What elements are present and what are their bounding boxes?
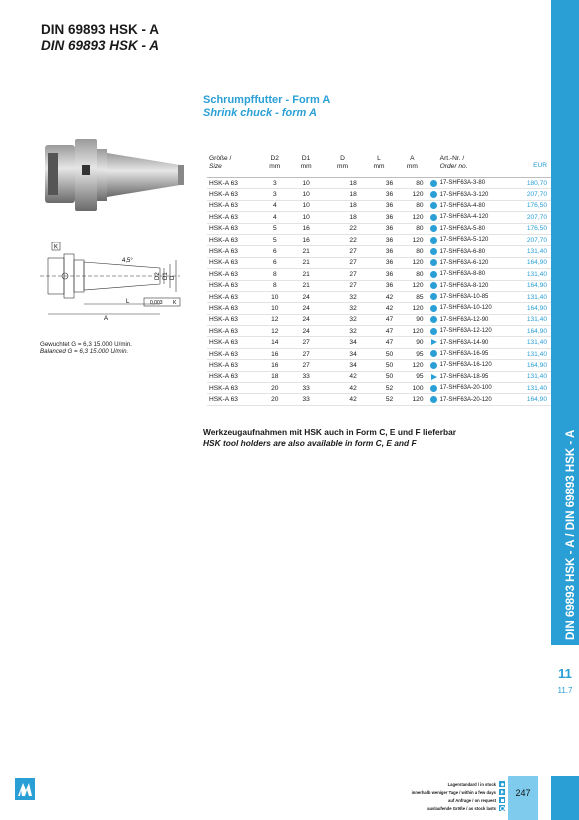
cell-avail bbox=[428, 178, 440, 189]
cell-d1: 10 bbox=[288, 200, 324, 211]
table-row bbox=[207, 303, 551, 314]
cell-avail bbox=[428, 223, 440, 234]
cell-eur: 164,90 bbox=[506, 326, 551, 337]
cell-d2: 16 bbox=[262, 348, 288, 359]
availability-note: Werkzeugaufnahmen mit HSK auch in Form C, E und F lieferbar bbox=[203, 427, 456, 437]
company-logo bbox=[15, 778, 35, 800]
cell-l: 50 bbox=[361, 371, 397, 382]
d2-label: D2 bbox=[155, 272, 161, 280]
cell-l: 47 bbox=[361, 326, 397, 337]
cell-eur: 131,40 bbox=[506, 246, 551, 257]
cell-art: 17-SHF63A-20-100 bbox=[440, 383, 507, 394]
cell-art: 17-SHF63A-6-120 bbox=[440, 257, 507, 268]
d1-label: D1 bbox=[163, 272, 169, 280]
availability-note-en: HSK tool holders are also available in form C, E and F bbox=[203, 438, 417, 448]
table-row bbox=[207, 337, 551, 348]
cell-d1: 33 bbox=[288, 383, 324, 394]
cell-a: 80 bbox=[397, 269, 427, 280]
cell-d1: 24 bbox=[288, 326, 324, 337]
col-art: Art.-Nr. / Order no. bbox=[440, 155, 507, 178]
cell-a: 90 bbox=[397, 337, 427, 348]
cell-avail bbox=[428, 303, 440, 314]
section-title-en: Shrink chuck - form A bbox=[203, 107, 317, 119]
in-stock-icon bbox=[430, 225, 437, 232]
cell-a: 120 bbox=[397, 394, 427, 405]
in-stock-icon bbox=[430, 214, 437, 221]
d-label: D bbox=[170, 275, 176, 280]
balance-note: Gewuchtet G = 6,3 15.000 U/min. bbox=[40, 341, 133, 348]
cell-l: 36 bbox=[361, 212, 397, 223]
cell-a: 80 bbox=[397, 200, 427, 211]
cell-size: HSK-A 63 bbox=[207, 212, 262, 223]
cell-eur: 176,50 bbox=[506, 223, 551, 234]
col-a: A mm bbox=[397, 155, 427, 178]
cell-d2: 10 bbox=[262, 291, 288, 302]
in-stock-icon bbox=[430, 180, 437, 187]
a-label: A bbox=[104, 316, 109, 322]
cell-d1: 27 bbox=[288, 348, 324, 359]
cell-avail bbox=[428, 383, 440, 394]
cell-d1: 27 bbox=[288, 337, 324, 348]
in-stock-icon bbox=[430, 248, 437, 255]
cell-art: 17-SHF63A-5-80 bbox=[440, 223, 507, 234]
cell-l: 42 bbox=[361, 303, 397, 314]
col-size: Größe / Size bbox=[207, 155, 262, 178]
cell-a: 95 bbox=[397, 371, 427, 382]
cell-eur: 131,40 bbox=[506, 348, 551, 359]
in-stock-icon bbox=[430, 316, 437, 323]
cell-a: 120 bbox=[397, 280, 427, 291]
cell-a: 80 bbox=[397, 178, 427, 189]
in-stock-icon bbox=[430, 362, 437, 369]
cell-size: HSK-A 63 bbox=[207, 246, 262, 257]
cell-d1: 24 bbox=[288, 291, 324, 302]
cell-d2: 5 bbox=[262, 223, 288, 234]
tolerance-ref: K bbox=[173, 300, 177, 306]
cell-a: 120 bbox=[397, 189, 427, 200]
cell-eur: 176,50 bbox=[506, 200, 551, 211]
cell-l: 52 bbox=[361, 383, 397, 394]
cell-avail bbox=[428, 200, 440, 211]
cell-eur: 180,70 bbox=[506, 178, 551, 189]
page-title-en: DIN 69893 HSK - A bbox=[41, 38, 160, 53]
cell-d: 32 bbox=[324, 326, 360, 337]
cell-d2: 6 bbox=[262, 257, 288, 268]
table-row bbox=[207, 371, 551, 382]
cell-art: 17-SHF63A-4-120 bbox=[440, 212, 507, 223]
col-eur: EUR bbox=[506, 155, 551, 178]
cell-avail bbox=[428, 360, 440, 371]
cell-a: 80 bbox=[397, 246, 427, 257]
cell-a: 80 bbox=[397, 223, 427, 234]
cell-eur: 207,70 bbox=[506, 189, 551, 200]
cell-d1: 10 bbox=[288, 178, 324, 189]
cell-size: HSK-A 63 bbox=[207, 303, 262, 314]
legend-item: auslaufende Größe / as stock lasts bbox=[340, 804, 505, 812]
corner-block bbox=[551, 776, 579, 820]
cell-l: 50 bbox=[361, 348, 397, 359]
cell-d: 22 bbox=[324, 234, 360, 245]
as-stock-lasts-icon bbox=[499, 805, 505, 811]
cell-l: 36 bbox=[361, 269, 397, 280]
in-stock-icon bbox=[430, 282, 437, 289]
cell-d2: 12 bbox=[262, 314, 288, 325]
table-row bbox=[207, 212, 551, 223]
cell-avail bbox=[428, 234, 440, 245]
few-days-icon bbox=[499, 789, 505, 795]
cell-size: HSK-A 63 bbox=[207, 189, 262, 200]
cell-d1: 16 bbox=[288, 223, 324, 234]
cell-avail bbox=[428, 371, 440, 382]
legend-item: auf Anfrage / on request bbox=[340, 796, 505, 804]
cell-size: HSK-A 63 bbox=[207, 326, 262, 337]
cell-avail bbox=[428, 394, 440, 405]
chapter-sidebar bbox=[551, 0, 579, 645]
cell-a: 120 bbox=[397, 234, 427, 245]
in-stock-icon bbox=[499, 781, 505, 787]
cell-avail bbox=[428, 280, 440, 291]
cell-d1: 16 bbox=[288, 234, 324, 245]
product-table bbox=[207, 155, 551, 406]
cell-l: 36 bbox=[361, 280, 397, 291]
cell-d2: 20 bbox=[262, 394, 288, 405]
cell-l: 42 bbox=[361, 291, 397, 302]
in-stock-icon bbox=[430, 385, 437, 392]
cell-a: 120 bbox=[397, 257, 427, 268]
cell-d: 18 bbox=[324, 212, 360, 223]
cell-art: 17-SHF63A-12-120 bbox=[440, 326, 507, 337]
cell-size: HSK-A 63 bbox=[207, 223, 262, 234]
few-days-icon bbox=[431, 339, 437, 345]
cell-d: 32 bbox=[324, 291, 360, 302]
cell-size: HSK-A 63 bbox=[207, 280, 262, 291]
cell-d: 42 bbox=[324, 383, 360, 394]
in-stock-icon bbox=[430, 191, 437, 198]
cell-d2: 6 bbox=[262, 246, 288, 257]
legend-item: Lagerstandard / in stock bbox=[340, 780, 505, 788]
cell-d1: 24 bbox=[288, 303, 324, 314]
in-stock-icon bbox=[430, 328, 437, 335]
cell-eur: 164,90 bbox=[506, 280, 551, 291]
cell-l: 36 bbox=[361, 178, 397, 189]
table-row bbox=[207, 326, 551, 337]
cell-d: 27 bbox=[324, 257, 360, 268]
balance-note-en: Balanced G = 6,3 15.000 U/min. bbox=[40, 348, 129, 355]
in-stock-icon bbox=[430, 237, 437, 244]
cell-art: 17-SHF63A-4-80 bbox=[440, 200, 507, 211]
cell-l: 36 bbox=[361, 189, 397, 200]
cell-eur: 131,40 bbox=[506, 383, 551, 394]
cell-d: 32 bbox=[324, 314, 360, 325]
cell-d: 18 bbox=[324, 189, 360, 200]
cell-art: 17-SHF63A-3-80 bbox=[440, 178, 507, 189]
cell-d2: 20 bbox=[262, 383, 288, 394]
cell-a: 95 bbox=[397, 348, 427, 359]
table-row bbox=[207, 291, 551, 302]
cell-size: HSK-A 63 bbox=[207, 337, 262, 348]
cell-eur: 164,90 bbox=[506, 360, 551, 371]
page-title: DIN 69893 HSK - A bbox=[41, 22, 160, 37]
cell-a: 120 bbox=[397, 303, 427, 314]
cell-d1: 10 bbox=[288, 189, 324, 200]
cell-a: 100 bbox=[397, 383, 427, 394]
cell-size: HSK-A 63 bbox=[207, 234, 262, 245]
product-image bbox=[40, 135, 190, 215]
l-label: L bbox=[126, 299, 130, 305]
cell-d2: 8 bbox=[262, 269, 288, 280]
cell-d: 18 bbox=[324, 178, 360, 189]
cell-d: 32 bbox=[324, 303, 360, 314]
drawing-label-k: K bbox=[54, 244, 59, 251]
cell-d1: 21 bbox=[288, 257, 324, 268]
cell-art: 17-SHF63A-3-120 bbox=[440, 189, 507, 200]
cell-size: HSK-A 63 bbox=[207, 371, 262, 382]
cell-d2: 12 bbox=[262, 326, 288, 337]
cell-art: 17-SHF63A-8-120 bbox=[440, 280, 507, 291]
cell-eur: 131,40 bbox=[506, 269, 551, 280]
availability-legend bbox=[340, 780, 505, 812]
technical-drawing bbox=[40, 242, 190, 322]
cell-d2: 4 bbox=[262, 212, 288, 223]
cell-avail bbox=[428, 269, 440, 280]
cell-art: 17-SHF63A-10-120 bbox=[440, 303, 507, 314]
angle-label: 4,5° bbox=[122, 258, 133, 264]
cell-a: 85 bbox=[397, 291, 427, 302]
in-stock-icon bbox=[430, 293, 437, 300]
cell-eur: 131,40 bbox=[506, 314, 551, 325]
page-number: 247 bbox=[515, 788, 531, 798]
cell-a: 120 bbox=[397, 326, 427, 337]
table-row bbox=[207, 200, 551, 211]
cell-l: 36 bbox=[361, 234, 397, 245]
in-stock-icon bbox=[430, 350, 437, 357]
cell-d1: 21 bbox=[288, 269, 324, 280]
in-stock-icon bbox=[430, 259, 437, 266]
cell-size: HSK-A 63 bbox=[207, 348, 262, 359]
section-title: Schrumpffutter - Form A bbox=[203, 94, 331, 106]
cell-d: 27 bbox=[324, 269, 360, 280]
cell-size: HSK-A 63 bbox=[207, 178, 262, 189]
cell-size: HSK-A 63 bbox=[207, 360, 262, 371]
cell-d2: 3 bbox=[262, 189, 288, 200]
cell-d2: 10 bbox=[262, 303, 288, 314]
cell-l: 36 bbox=[361, 200, 397, 211]
in-stock-icon bbox=[430, 271, 437, 278]
cell-a: 120 bbox=[397, 212, 427, 223]
table-row bbox=[207, 348, 551, 359]
cell-size: HSK-A 63 bbox=[207, 257, 262, 268]
page-number-box bbox=[508, 776, 538, 820]
on-request-icon bbox=[499, 797, 505, 803]
cell-d: 27 bbox=[324, 280, 360, 291]
cell-d: 42 bbox=[324, 371, 360, 382]
cell-d1: 24 bbox=[288, 314, 324, 325]
cell-eur: 207,70 bbox=[506, 234, 551, 245]
cell-l: 52 bbox=[361, 394, 397, 405]
cell-art: 17-SHF63A-16-95 bbox=[440, 348, 507, 359]
cell-d1: 33 bbox=[288, 371, 324, 382]
cell-d1: 21 bbox=[288, 246, 324, 257]
table-row bbox=[207, 280, 551, 291]
cell-eur: 131,40 bbox=[506, 371, 551, 382]
cell-avail bbox=[428, 257, 440, 268]
cell-l: 47 bbox=[361, 314, 397, 325]
chapter-number: 11 bbox=[558, 666, 572, 681]
table-row bbox=[207, 269, 551, 280]
table-row bbox=[207, 223, 551, 234]
cell-d2: 18 bbox=[262, 371, 288, 382]
cell-a: 120 bbox=[397, 360, 427, 371]
few-days-icon bbox=[431, 374, 437, 380]
cell-avail bbox=[428, 314, 440, 325]
legend-item: innerhalb weniger Tage / within a few days bbox=[340, 788, 505, 796]
cell-art: 17-SHF63A-16-120 bbox=[440, 360, 507, 371]
cell-avail bbox=[428, 326, 440, 337]
cell-avail bbox=[428, 212, 440, 223]
cell-art: 17-SHF63A-10-85 bbox=[440, 291, 507, 302]
cell-d2: 16 bbox=[262, 360, 288, 371]
col-d1: D1 mm bbox=[288, 155, 324, 178]
cell-d: 34 bbox=[324, 337, 360, 348]
cell-eur: 131,40 bbox=[506, 291, 551, 302]
cell-eur: 131,40 bbox=[506, 337, 551, 348]
in-stock-icon bbox=[430, 396, 437, 403]
table-row bbox=[207, 178, 551, 189]
sidebar-title: DIN 69893 HSK - A / DIN 69893 HSK - A bbox=[565, 429, 577, 640]
cell-art: 17-SHF63A-5-120 bbox=[440, 234, 507, 245]
cell-l: 47 bbox=[361, 337, 397, 348]
cell-d: 27 bbox=[324, 246, 360, 257]
col-d: D mm bbox=[324, 155, 360, 178]
cell-d2: 4 bbox=[262, 200, 288, 211]
cell-art: 17-SHF63A-6-80 bbox=[440, 246, 507, 257]
cell-size: HSK-A 63 bbox=[207, 200, 262, 211]
cell-eur: 207,70 bbox=[506, 212, 551, 223]
cell-art: 17-SHF63A-8-80 bbox=[440, 269, 507, 280]
cell-size: HSK-A 63 bbox=[207, 291, 262, 302]
cell-size: HSK-A 63 bbox=[207, 314, 262, 325]
col-d2: D2 mm bbox=[262, 155, 288, 178]
cell-l: 36 bbox=[361, 257, 397, 268]
table-row bbox=[207, 246, 551, 257]
cell-d: 42 bbox=[324, 394, 360, 405]
cell-art: 17-SHF63A-18-95 bbox=[440, 371, 507, 382]
cell-size: HSK-A 63 bbox=[207, 383, 262, 394]
cell-avail bbox=[428, 348, 440, 359]
cell-avail bbox=[428, 291, 440, 302]
cell-d2: 14 bbox=[262, 337, 288, 348]
col-avail bbox=[428, 155, 440, 178]
cell-d2: 8 bbox=[262, 280, 288, 291]
cell-eur: 164,90 bbox=[506, 303, 551, 314]
col-l: L mm bbox=[361, 155, 397, 178]
cell-avail bbox=[428, 337, 440, 348]
cell-l: 36 bbox=[361, 223, 397, 234]
cell-d1: 27 bbox=[288, 360, 324, 371]
in-stock-icon bbox=[430, 305, 437, 312]
cell-d: 18 bbox=[324, 200, 360, 211]
cell-size: HSK-A 63 bbox=[207, 269, 262, 280]
table-row bbox=[207, 189, 551, 200]
tolerance-label: 0,003 bbox=[150, 300, 163, 306]
cell-avail bbox=[428, 246, 440, 257]
cell-art: 17-SHF63A-12-90 bbox=[440, 314, 507, 325]
cell-eur: 164,90 bbox=[506, 394, 551, 405]
cell-l: 36 bbox=[361, 246, 397, 257]
cell-d1: 33 bbox=[288, 394, 324, 405]
cell-d2: 3 bbox=[262, 178, 288, 189]
cell-d: 34 bbox=[324, 360, 360, 371]
cell-a: 90 bbox=[397, 314, 427, 325]
cell-d: 34 bbox=[324, 348, 360, 359]
table-row bbox=[207, 234, 551, 245]
cell-size: HSK-A 63 bbox=[207, 394, 262, 405]
cell-eur: 164,90 bbox=[506, 257, 551, 268]
table-row bbox=[207, 394, 551, 405]
table-row bbox=[207, 360, 551, 371]
cell-d: 22 bbox=[324, 223, 360, 234]
cell-d1: 10 bbox=[288, 212, 324, 223]
in-stock-icon bbox=[430, 202, 437, 209]
cell-d2: 5 bbox=[262, 234, 288, 245]
cell-art: 17-SHF63A-20-120 bbox=[440, 394, 507, 405]
table-row bbox=[207, 257, 551, 268]
cell-avail bbox=[428, 189, 440, 200]
cell-d1: 21 bbox=[288, 280, 324, 291]
table-row bbox=[207, 383, 551, 394]
cell-art: 17-SHF63A-14-90 bbox=[440, 337, 507, 348]
subsection-number: 11.7 bbox=[557, 686, 573, 695]
cell-l: 50 bbox=[361, 360, 397, 371]
table-row bbox=[207, 314, 551, 325]
